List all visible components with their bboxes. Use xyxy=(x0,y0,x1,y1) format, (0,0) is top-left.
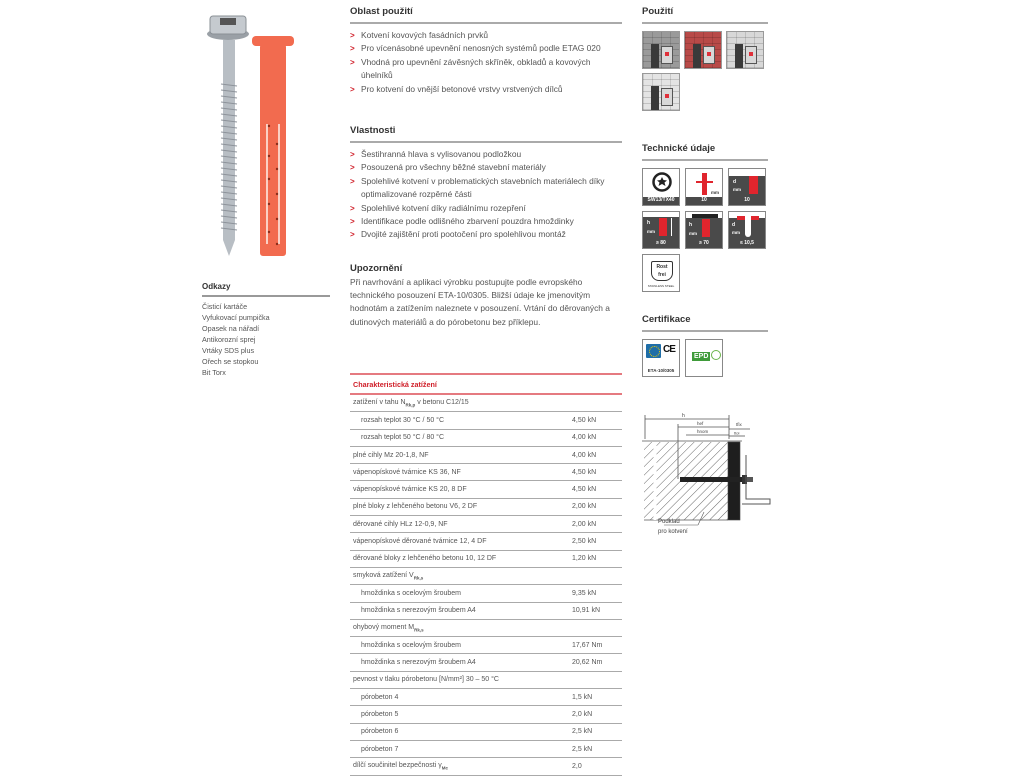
notice-title: Upozornění xyxy=(350,263,403,274)
tile-caption: ≤ 10,5 xyxy=(740,240,754,246)
table-row xyxy=(350,551,622,568)
shield-icon: Rost frei xyxy=(651,261,673,281)
link-item[interactable]: Čisticí kartáče xyxy=(202,302,248,311)
svg-text:ttol: ttol xyxy=(734,430,740,436)
table-row xyxy=(350,395,622,412)
ce-eta-certificate[interactable] xyxy=(642,339,680,377)
certification-title: Certifikace xyxy=(642,314,768,332)
loads-table-title: Charakteristická zatížení xyxy=(350,373,622,395)
row-label: vápenopískové tvárnice KS 36, NF xyxy=(353,468,461,476)
product-image xyxy=(198,4,308,260)
row-label: pórobeton 6 xyxy=(361,728,399,736)
table-row xyxy=(350,516,622,533)
leaf-icon xyxy=(711,350,721,360)
bullet-item: > Vhodná pro upevnění závěsných skříněk, obkladů a kovových úhelníků xyxy=(350,56,622,83)
bullet-item: > Šestihranná hlava s vylisovanou podložkou xyxy=(350,148,622,161)
drill-icon xyxy=(702,173,707,195)
epd-mark: EPD xyxy=(694,353,709,360)
stainless-steel-badge: Rost frei STAINLESS STEEL xyxy=(642,254,680,292)
row-value: 4,00 kN xyxy=(572,451,597,459)
ce-mark: CE xyxy=(663,344,675,355)
table-row xyxy=(350,568,622,585)
certification-list xyxy=(642,339,768,377)
row-label: rozsah teplot 50 °C / 80 °C xyxy=(361,434,445,442)
row-value: 4,50 kN xyxy=(572,486,597,494)
table-row xyxy=(350,585,622,602)
link-item[interactable]: Opasek na nářadí xyxy=(202,324,260,333)
row-value: 1,5 kN xyxy=(572,693,593,701)
row-value: 2,0 xyxy=(572,762,582,770)
tile-caption: 10 xyxy=(744,197,750,203)
row-label: pórobeton 7 xyxy=(361,745,399,753)
row-value: 10,91 kN xyxy=(572,607,601,615)
usage-thumbnail-fasada-cihla[interactable] xyxy=(684,31,722,69)
fixture-hole-tile: d mm ≤ 10,5 xyxy=(728,211,766,249)
tile-caption: ≥ 70 xyxy=(699,240,709,246)
profile-icon xyxy=(693,44,701,68)
table-row xyxy=(350,620,622,637)
notice-text: Při navrhování a aplikaci výrobku postupujte podle evropského technického posouzení ETA-10/0305. Bližší údaje ke jmenovitým hodnotám a zatížením naleznete v posouzení. Vrtání do děrovaných a dutinových materiálů a do pórobetonu bez příklepu. xyxy=(350,277,610,327)
row-label: vápenopískové tvárnice KS 20, 8 DF xyxy=(353,486,467,494)
embedment-depth-tile: h mm ≥ 70 xyxy=(685,211,723,249)
usage-section xyxy=(642,6,768,111)
table-row xyxy=(350,481,622,498)
row-value: 2,0 kN xyxy=(572,710,593,718)
row-label: vápenopískové děrované tvárnice 12, 4 DF xyxy=(353,538,487,546)
table-row xyxy=(350,447,622,464)
table-row xyxy=(350,533,622,550)
bullet-item: > Spolehlivé kotvení v problematických stavebních materiálech díky optimalizované rozpěrné části xyxy=(350,175,622,202)
row-value: 2,5 kN xyxy=(572,728,593,736)
usage-title: Použití xyxy=(642,6,768,24)
row-value: 17,67 Nm xyxy=(572,641,603,649)
links-list xyxy=(202,301,330,378)
row-value: 9,35 kN xyxy=(572,589,597,597)
row-label: hmoždinka s ocelovým šroubem xyxy=(361,641,461,649)
hole-diameter-tile: d mm 10 xyxy=(728,168,766,206)
row-value: 1,20 kN xyxy=(572,555,597,563)
drive-size-tile xyxy=(642,168,680,206)
row-value: 20,62 Nm xyxy=(572,659,603,667)
profile-icon xyxy=(651,86,659,110)
properties-list xyxy=(350,148,622,242)
row-value: 4,50 kN xyxy=(572,468,597,476)
svg-text:tfix: tfix xyxy=(736,422,742,427)
row-label: rozsah teplot 30 °C / 50 °C xyxy=(361,416,445,424)
svg-text:hnom: hnom xyxy=(697,429,709,434)
row-label: děrované bloky z lehčeného betonu 10, 12 DF xyxy=(353,555,497,563)
certification-section xyxy=(642,314,768,377)
svg-text:h: h xyxy=(682,413,685,419)
row-label: pórobeton 5 xyxy=(361,710,399,718)
bullet-item: > Posouzená pro všechny běžné stavební materiály xyxy=(350,161,622,174)
notice-section xyxy=(350,263,622,329)
table-row xyxy=(350,706,622,723)
anchor-point-icon xyxy=(665,94,669,98)
table-row xyxy=(350,412,622,429)
bullet-item: > Pro kotvení do vnější betonové vrstvy vrstvených dílců xyxy=(350,83,622,96)
row-value: 2,5 kN xyxy=(572,745,593,753)
row-label: děrované cihly HLz 12-0,9, NF xyxy=(353,520,448,528)
row-label: plné bloky z lehčeného betonu V6, 2 DF xyxy=(353,503,478,511)
usage-area-title: Oblast použití xyxy=(350,6,622,24)
table-row xyxy=(350,603,622,620)
row-value: 2,00 kN xyxy=(572,503,597,511)
eu-stars-icon xyxy=(646,344,661,358)
tile-caption: ≥ 80 xyxy=(656,240,666,246)
table-row xyxy=(350,430,622,447)
epd-certificate[interactable] xyxy=(685,339,723,377)
usage-thumbnail-fasada-kamen[interactable] xyxy=(642,31,680,69)
properties-section xyxy=(350,125,622,242)
torx-drive-icon xyxy=(652,172,672,192)
technical-title: Technické údaje xyxy=(642,143,768,161)
row-value: 4,50 kN xyxy=(572,416,597,424)
row-label: pevnost v tlaku pórobetonu [N/mm²] 30 – 50 °C xyxy=(353,676,499,684)
tile-caption: 10 xyxy=(701,197,707,203)
links-section xyxy=(202,282,330,378)
usage-thumbnails xyxy=(642,31,768,111)
row-value: 4,00 kN xyxy=(572,434,597,442)
usage-thumbnail-fasada-tvarnice[interactable] xyxy=(642,73,680,111)
table-row xyxy=(350,499,622,516)
table-row xyxy=(350,741,622,758)
row-label: hmoždinka s nerezovým šroubem A4 xyxy=(361,659,476,667)
row-label: plné cihly Mz 20-1,8, NF xyxy=(353,451,429,459)
table-row xyxy=(350,637,622,654)
anchor-point-icon xyxy=(707,52,711,56)
link-item[interactable]: Vyfukovací pumpička xyxy=(202,313,270,322)
table-row xyxy=(350,654,622,671)
table-row xyxy=(350,689,622,706)
table-row xyxy=(350,724,622,741)
profile-icon xyxy=(735,44,743,68)
link-item[interactable]: Ořech se stopkou xyxy=(202,357,259,366)
usage-thumbnail-fasada-beton[interactable] xyxy=(726,31,764,69)
technical-section xyxy=(642,143,768,292)
usage-area-section xyxy=(350,6,622,96)
bullet-item: > Dvojité zajištění proti pootočení pro spolehlivou montáž xyxy=(350,228,622,241)
bullet-item: > Pro vícenásobné upevnění nenosných systémů podle ETAG 020 xyxy=(350,42,622,55)
link-item[interactable]: Bit Torx xyxy=(202,368,226,377)
anchor-point-icon xyxy=(749,52,753,56)
properties-title: Vlastnosti xyxy=(350,125,622,143)
loads-table xyxy=(350,373,622,776)
drill-depth-tile: h mm ≥ 80 xyxy=(642,211,680,249)
link-item[interactable]: Vrtáky SDS plus xyxy=(202,346,255,355)
svg-text:pro kotvení: pro kotvení xyxy=(658,529,688,535)
row-label: smyková zatížení $V_{Rk,s}$ xyxy=(353,571,424,581)
technical-tiles xyxy=(642,168,768,249)
link-item[interactable]: Antikorozní sprej xyxy=(202,335,256,344)
row-value: 2,00 kN xyxy=(572,520,597,528)
row-value: 2,50 kN xyxy=(572,538,597,546)
profile-icon xyxy=(651,44,659,68)
row-label: pórobeton 4 xyxy=(361,693,399,701)
anchor-point-icon xyxy=(665,52,669,56)
installation-diagram xyxy=(642,409,778,539)
eta-number: ETA-10/0305 xyxy=(647,368,675,373)
drill-diameter-tile: mm 10 xyxy=(685,168,723,206)
row-label: hmoždinka s nerezovým šroubem A4 xyxy=(361,607,476,615)
svg-text:hef: hef xyxy=(697,421,704,426)
table-row xyxy=(350,464,622,481)
usage-area-list xyxy=(350,29,622,96)
row-label: ohybový moment $M_{Rk,s}$ xyxy=(353,623,424,633)
row-label: zatížení v tahu $N_{Rk,p}$ v betonu C12/15 xyxy=(353,398,469,408)
bullet-item: > Kotvení kovových fasádních prvků xyxy=(350,29,622,42)
svg-text:Podklad: Podklad xyxy=(658,519,680,525)
table-row xyxy=(350,672,622,689)
links-title: Odkazy xyxy=(202,282,330,297)
row-label: hmoždinka s ocelovým šroubem xyxy=(361,589,461,597)
table-row xyxy=(350,758,622,775)
row-label: dílčí součinitel bezpečnosti $\gamma_{Mc}$ xyxy=(353,762,448,771)
bullet-item: > Identifikace podle odlišného zbarvení pouzdra hmoždinky xyxy=(350,215,622,228)
tile-caption: SW13/TX40 xyxy=(647,197,675,203)
loads-table-body xyxy=(350,395,622,776)
bullet-item: > Spolehlivé kotvení díky radiálnímu rozepření xyxy=(350,202,622,215)
